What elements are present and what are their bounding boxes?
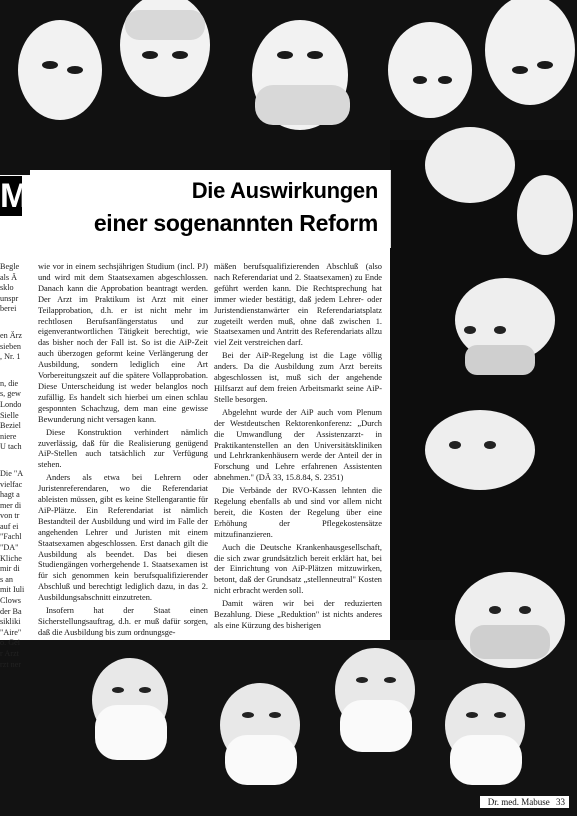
paragraph: wie vor in einem sechsjährigen Studium (incl. PJ) und wird mit dem Staatsexamen abgeschlossen. Danach kann die Approbation beantragt werden. Der Arzt im Praktikum ist Arzt mit einer Teilapprobation, d.h. er ist nicht mehr im rechtlosen Berufsanfängerstatus und zur eigenverantwortlichen Tätigkeit berechtigt, wie das bisher noch der Fall ist. So ist die AiP-Zeit auch überzogen geformt keine Verlängerung der Ausbildung, sondern lediglich eine Art Vorbereitungszeit auf die spätere Vollapprobation. Diese Unterscheidung ist weder belanglos noch zufällig. Es handelt sich hierbei um einen schlau gesponnten Schachzug, dem man eine gewisse Bewunderung nicht versagen kann. xyxy=(38,262,208,424)
paragraph: Auch die Deutsche Krankenhausgesellschaft, die sich zwar grundsätzlich bereit erklärt hat, bei der Einrichtung von AiP-Plätzen mitzuwirken, betont, daß der Grundsatz „stellenneutral" Kosten nicht erbracht werden soll. xyxy=(214,542,382,596)
paragraph: Abgelehnt wurde der AiP auch vom Plenum der Westdeutschen Rektorenkonferenz: „Durch die Umwandlung der Assistenzarzt- in Praktikantenstellen an den Universitätskliniken und Lehrkrankenhäusern werde der Anteil der in Forschung und Lehre erfahrenen Assistenten abnehmen." (DÄ 33, 15.8.84, S. 2351) xyxy=(214,407,382,483)
text-column-2 xyxy=(214,262,382,630)
left-column-fragment: mer di xyxy=(0,500,22,510)
left-column-fragment: sieben xyxy=(0,341,21,351)
left-column-fragment: n, die xyxy=(0,378,19,388)
cut-off-left-column xyxy=(0,262,30,669)
left-column-fragment: vielfac xyxy=(0,479,23,489)
left-column-fragment: Kliche xyxy=(0,553,22,563)
left-column-fragment xyxy=(0,315,30,331)
left-column-fragment: niere xyxy=(0,431,17,441)
left-column-fragment: U tach xyxy=(0,442,22,452)
left-column-fragment: Sielle xyxy=(0,410,19,420)
left-column-fragment xyxy=(0,363,30,379)
left-column-fragment: von tr xyxy=(0,511,20,521)
paragraph: Damit wären wir bei der reduzierten Bezahlung. Diese „Reduktion" ist nichts anderes als eine Kürzung des bisherigen xyxy=(214,599,382,630)
left-column-fragment: unspr xyxy=(0,293,19,303)
page-number: 33 xyxy=(556,797,565,807)
left-column-fragment xyxy=(0,453,30,469)
left-column-fragment: Beziel xyxy=(0,421,21,431)
left-column-fragment: berei xyxy=(0,304,17,314)
left-column-fragment: "Fachl xyxy=(0,532,22,542)
left-column-fragment: Londo xyxy=(0,399,22,409)
article-title-line-1: Die Auswirkungen xyxy=(191,178,378,203)
left-column-fragment: der Ba xyxy=(0,606,22,616)
left-column-fragment: sklo xyxy=(0,283,14,293)
paragraph: Diese Konstruktion verhindert nämlich zuverlässig, daß für die Realisierung genügend AiP-Stellen auch tatsächlich zur Verfügung stehen. xyxy=(38,427,208,470)
left-column-fragment: "Aire" xyxy=(0,627,22,637)
page-footer xyxy=(480,796,569,808)
paragraph: Insofern hat der Staat einen Sicherstellungsauftrag, d.h. er muß dafür sorgen, daß die Ausbildung bis zum ordnungsge- xyxy=(38,606,208,637)
left-column-fragment: hagt a xyxy=(0,490,20,500)
text-column-1 xyxy=(38,262,212,640)
left-column-fragment: als Ä xyxy=(0,272,18,282)
left-column-fragment: mir di xyxy=(0,564,20,574)
left-column-fragment: Die "A xyxy=(0,468,24,478)
footer-caption: Dr. med. Mabuse xyxy=(487,797,550,807)
article-title-line-2: einer sogenannten Reform xyxy=(93,210,378,236)
left-column-fragment: s an xyxy=(0,574,13,584)
left-column-fragment: auf ei xyxy=(0,521,19,531)
left-column-fragment: mit Iuli xyxy=(0,585,25,595)
paragraph: Anders als etwa bei Lehrern oder Juristenreferendaren, wo die Referendariat ableisten müssen, gibt es keine Stellengarantie für AiP-Plätze. Ein Referendariat ist nämlich Bestandteil der Ausbildung und wird im Falle der angehenden Lehrer und Juristen mit einem Staatsexamen abgeschlossen. Erst danach gilt die Ausbildung als beendet. Das bei diesen Studiengängen vorhergehende 1. Staatsexamen ist für sich genommen kein berufsqualifizierender Abschluß und berechtigt lediglich dazu, in das 2. Ausbildungsabschnitt einzutreten. xyxy=(38,473,208,603)
left-column-fragment: r Arzt xyxy=(0,649,19,658)
cut-off-headline-letter: M xyxy=(0,177,29,215)
left-column-fragment: s, gew xyxy=(0,389,21,399)
left-column-fragment: o. Gei xyxy=(0,638,21,648)
left-column-fragment: Clows xyxy=(0,596,21,606)
paragraph: mäßen berufsqualifizierenden Abschluß (also nach Referendariat und 2. Staatsexamen) zu Ende geführt werden kann. Die Rechtsprechung hat immer wieder bestätigt, daß jedem Lehrer- oder Juristendienstanwärter ein Referendariatsplatz zugeteilt werden muß, ohne daß zwischen 1. Staatsexamen und Antritt des Referendariats allzu viel Zeit verstreichen darf. xyxy=(214,262,382,348)
article-title-box xyxy=(30,170,391,248)
left-column-fragment: , Nr. 1 xyxy=(0,352,21,362)
left-column-fragment: rzt ner xyxy=(0,659,22,669)
paragraph: Die Verbände der RVO-Kassen lehnten die Regelung ebenfalls ab und sind vor allem nicht bereit, die Kosten der Regelung über eine Erhöhung der Pflegekostensätze mitzufinanzieren. xyxy=(214,486,382,539)
left-column-fragment: en Ärz xyxy=(0,330,23,340)
left-column-fragment: Begle xyxy=(0,262,20,271)
left-column-fragment: sikliki xyxy=(0,617,21,627)
paragraph: Bei der AiP-Regelung ist die Lage völlig anders. Da die Ausbildung zum Arzt bereits abgeschlossen ist, muß sich der angehende Hilfsarzt auf dem freien Arbeitsmarkt seine AiP-Stelle besorgen. xyxy=(214,351,382,404)
left-column-fragment: "DA" xyxy=(0,543,19,553)
